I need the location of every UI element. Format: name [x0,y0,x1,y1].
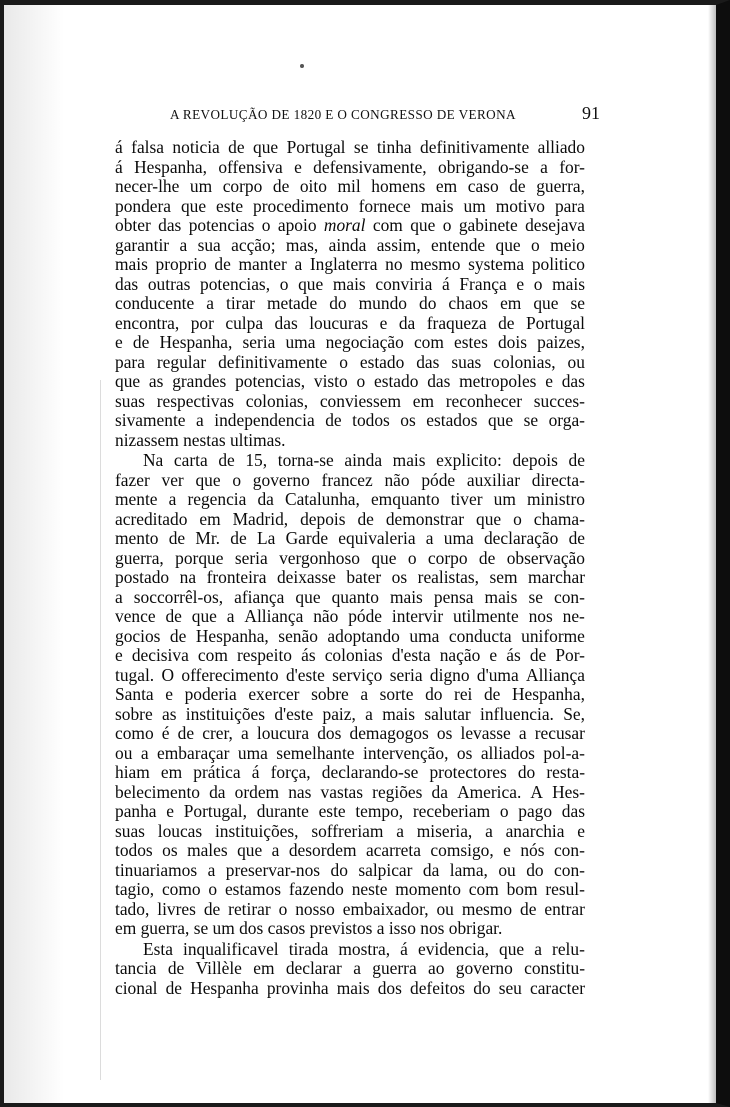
paper-crease [100,380,101,1080]
page-edge-shadow [708,5,716,1103]
text-line: nizassem nestas ultimas. [115,429,286,450]
text-line: necer-lhe um corpo de oito mil homens em caso de guerra, [115,176,585,196]
text-line: tado, livres de retirar o nosso embaixador, ou mesmo de entrar [115,898,585,919]
text-line: postado na fronteira deixasse bater os realistas, sem marchar [115,567,585,587]
paragraph [115,940,585,999]
text-line: á falsa noticia de que Portugal se tinha definitivamente alliado [115,137,585,157]
text-line: ou a embaraçar uma semelhante intervenção, os alliados pol-a- [115,742,585,763]
text-line: garantir a sua acção; mas, ainda assim, entende que o meio [115,234,585,255]
text-line: cional de Hespanha provinha mais dos defeitos do seu caracter [115,977,585,998]
text-line: e de Hespanha, seria uma negociação com estes dois paizes, [115,332,585,352]
body-text [115,138,585,998]
text-line: como é de crer, a loucura dos demagogos os levasse a recusar [115,723,585,743]
page-header [112,103,600,125]
text-line: Na carta de 15, torna-se ainda mais explicito: depois de [143,450,585,470]
paragraph [115,451,585,939]
paragraph [115,138,585,450]
page-number: 91 [582,103,600,123]
text-line: das outras potencias, o que mais conviria á França e o mais [115,273,585,294]
text-line: fazer ver que o governo francez não póde auxiliar directa- [115,469,585,490]
text-line: suas loucas instituições, soffreriam a miseria, a anarchia e [115,820,585,841]
text-line: Santa e poderia exercer sobre a sorte do rei de Hespanha, [115,684,585,704]
text-line: encontra, por culpa das loucuras e da fraqueza de Portugal [115,312,585,333]
text-line: todos os males que a desordem acarreta comsigo, e nós con- [115,840,585,860]
text-line: a soccorrêl-os, afiança que quanto mais pensa mais se con- [115,586,585,607]
text-line: conducente a tirar metade do mundo do chaos em que se [115,293,585,313]
text-line: tagio, como o estamos fazendo neste momento com bom resul- [115,879,585,899]
page-gutter-shadow [4,5,64,1103]
running-title: A REVOLUÇÃO DE 1820 E O CONGRESSO DE VERONA [170,107,516,122]
text-line: belecimento da ordem nas vastas regiões da America. A Hes- [115,781,585,802]
ink-speck [300,64,304,68]
text-line: mais proprio de manter a Inglaterra no mesmo systema politico [115,254,585,274]
text-line: hiam em prática á força, declarando-se protectores do resta- [115,762,585,782]
text-line: guerra, porque seria vergonhoso que o corpo de observação [115,547,585,568]
text-line: em guerra, se um dos casos previstos a isso nos obrigar. [115,918,503,938]
text-line: obter das potencias o apoio moral com que o gabinete desejava [115,215,585,235]
text-line: tinuariamos a preservar-nos do salpicar da lama, ou do con- [115,859,585,880]
text-line: e decisiva com respeito ás colonias d'esta nação e ás de Por- [115,645,585,665]
text-line: tugal. O offerecimento d'este serviço seria digno d'uma Alliança [115,664,585,685]
text-line: Esta inqualificavel tirada mostra, á evidencia, que a relu- [143,938,585,959]
text-line: tancia de Villèle em declarar a guerra ao governo constitu- [115,958,585,978]
text-line: sivamente a independencia de todos os estados que se orga- [115,410,585,430]
text-line: panha e Portugal, durante este tempo, receberiam o pago das [115,801,585,821]
text-line: vence de que a Alliança não póde intervir utilmente nos ne- [115,606,585,626]
text-line: sobre as instituições d'este paiz, a mais salutar influencia. Se, [115,703,585,724]
text-line: á Hespanha, offensiva e defensivamente, obrigando-se a for- [115,156,585,177]
text-line: mente a regencia da Catalunha, emquanto tiver um ministro [115,489,585,509]
text-line: gocios de Hespanha, senão adoptando uma conducta uniforme [115,625,585,646]
text-line: pondera que este procedimento fornece mais um motivo para [115,195,585,216]
text-line: que as grandes potencias, visto o estado das metropoles e das [115,371,585,391]
text-line: acreditado em Madrid, depois de demonstrar que o chama- [115,508,585,529]
text-line: suas respectivas colonias, conviessem em reconhecer succes- [115,390,585,411]
text-line: para regular definitivamente o estado das suas colonias, ou [115,351,585,372]
text-line: mento de Mr. de La Garde equivaleria a uma declaração de [115,528,585,548]
